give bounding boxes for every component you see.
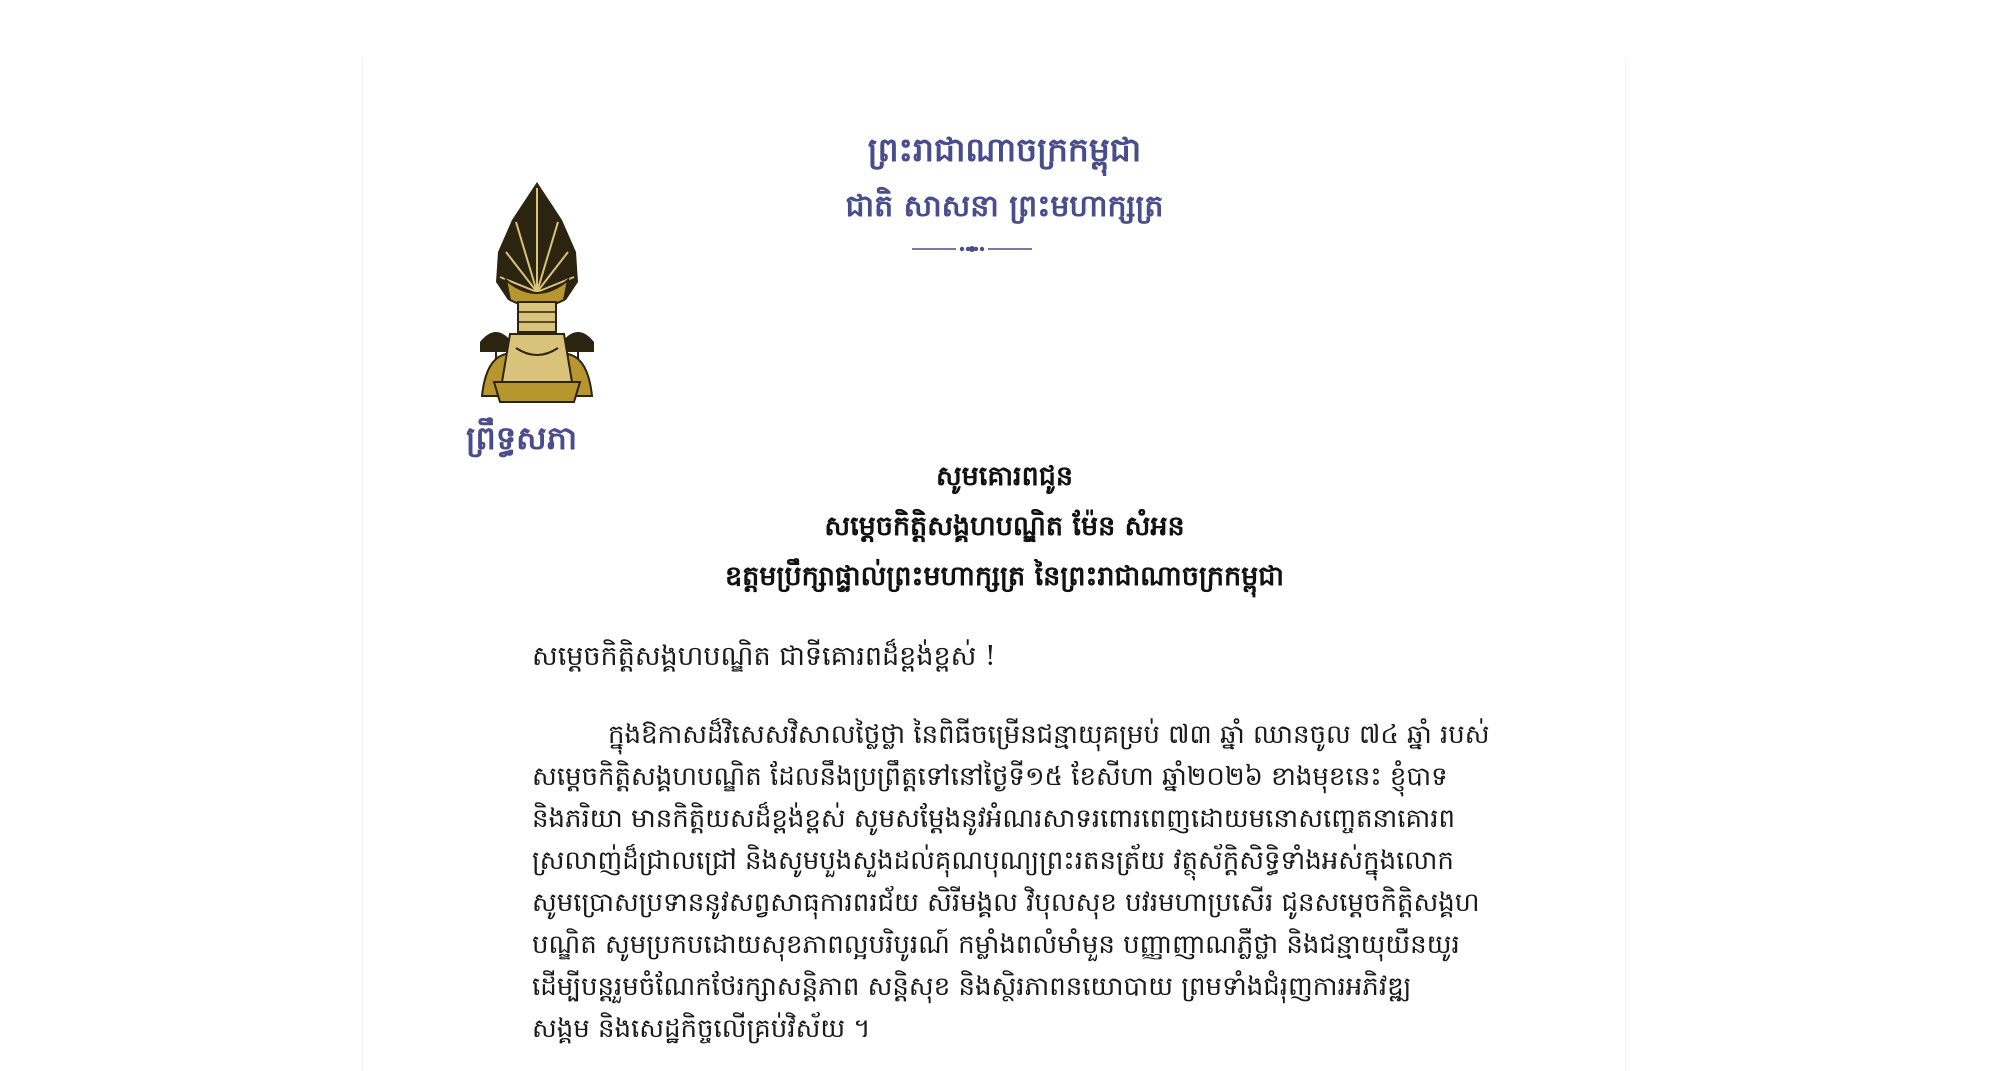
senate-label: ព្រឹទ្ធសភា	[466, 419, 578, 457]
body-line: បណ្ឌិត សូមប្រកបដោយសុខភាពល្អបរិបូរណ៍ កម្លាំងពលំមាំមួន បញ្ញាញាណភ្លឺថ្លា និងជន្មាយុយឺនយូរ	[532, 930, 1460, 960]
body-line: សម្ដេចកិត្តិសង្គហបណ្ឌិត ដែលនឹងប្រព្រឹត្តទៅនៅថ្ងៃទី១៥ ខែសីហា ឆ្នាំ២០២៦ ខាងមុខនេះ ខ្ញុំបាទ	[532, 762, 1448, 792]
salutation: សម្ដេចកិត្តិសង្គហបណ្ឌិត ជាទីគោរពដ៏ខ្ពង់ខ្ពស់ !	[532, 641, 996, 672]
addressee-greeting: សូមគោរពជូន	[935, 461, 1074, 492]
body-line: សូមប្រោសប្រទាននូវសព្វសាធុការពរជ័យ សិរីមង្គល វិបុលសុខ បវរមហាប្រសើរ ជូនសម្ដេចកិត្តិសង្គហ	[532, 888, 1480, 918]
divider-ornament-icon	[912, 244, 1032, 254]
body-line: ស្រលាញ់ដ៏ជ្រាលជ្រៅ និងសូមបួងសួងដល់គុណបុណ្យព្រះរតនត្រ័យ វត្ថុស័ក្តិសិទ្ធិទាំងអស់ក្នុងលោក	[532, 846, 1454, 876]
national-motto: ជាតិ សាសនា ព្រះមហាក្សត្រ	[845, 189, 1164, 224]
royal-emblem-icon	[476, 182, 598, 404]
addressee-name: សម្ដេចកិត្តិសង្គហបណ្ឌិត ម៉ែន សំអន	[824, 511, 1185, 542]
body-line: សង្គម និងសេដ្ឋកិច្ចលើគ្រប់វិស័យ ។	[532, 1014, 871, 1044]
body-line: ដើម្បីបន្តរួមចំណែកថែរក្សាសន្តិភាព សន្តិសុខ និងស្ថិរភាពនយោបាយ ព្រមទាំងជំរុញការអភិវឌ្ឍ	[532, 972, 1412, 1002]
body-line: និងភរិយា មានកិត្តិយសដ៏ខ្ពង់ខ្ពស់ សូមសម្ដែងនូវអំណរសាទរពោរពេញដោយមនោសញ្ចេតនាគោរព	[532, 804, 1455, 834]
kingdom-title: ព្រះរាជាណាចក្រកម្ពុជា	[867, 130, 1142, 169]
body-line: ក្នុងឱកាសដ៏វិសេសវិសាលថ្លៃថ្លា នៃពិធីចម្រើនជន្មាយុគម្រប់ ៧៣ ឆ្នាំ ឈានចូល ៧៤ ឆ្នាំ របស់	[608, 720, 1490, 750]
addressee-title: ឧត្តមប្រឹក្សាផ្ទាល់ព្រះមហាក្សត្រ នៃព្រះរាជាណាចក្រកម្ពុជា	[724, 561, 1285, 592]
